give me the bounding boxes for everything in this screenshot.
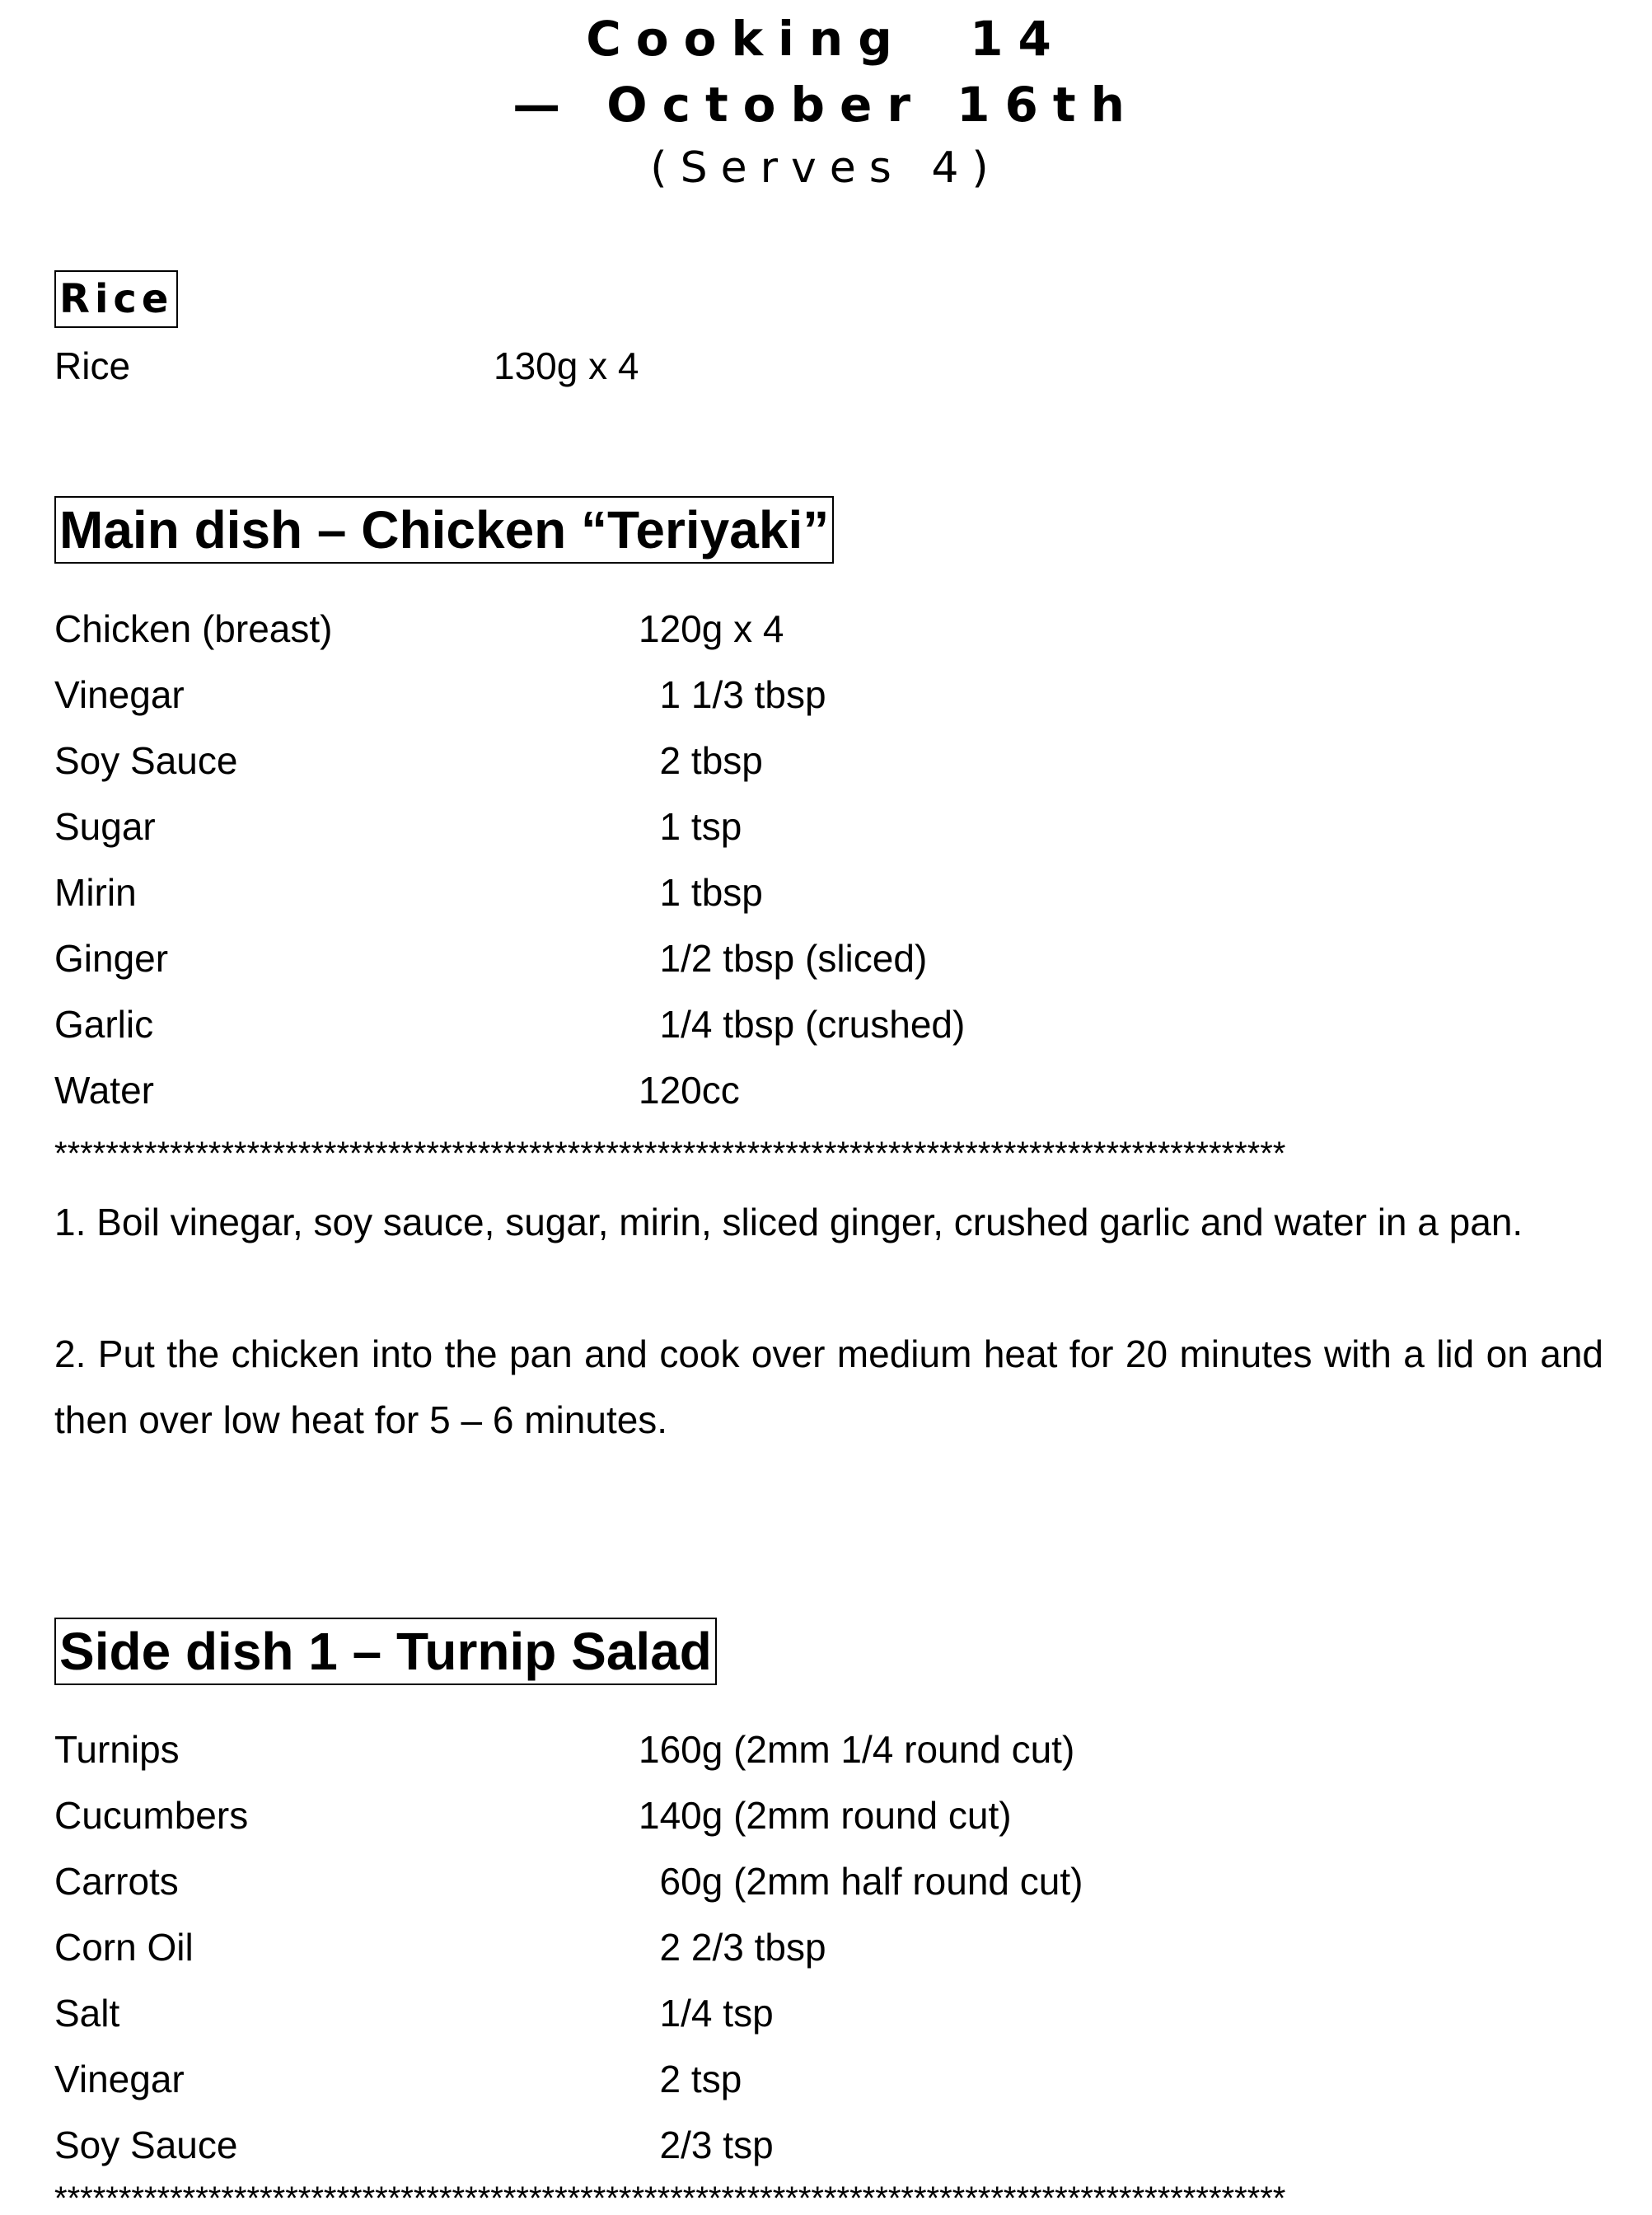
ingredient-name: Soy Sauce (54, 739, 238, 782)
instruction-step: 2. Put the chicken into the pan and cook over medium heat for 20 minutes with a lid on and then over low heat for 5 – 6 minutes. (54, 1332, 1603, 1441)
ingredient-name: Ginger (54, 937, 169, 980)
ingredient-row (54, 794, 1620, 859)
ingredient-name: Carrots (54, 1860, 179, 1903)
ingredient-amount: 1/2 tbsp (sliced) (639, 937, 928, 980)
ingredient-row (54, 991, 1620, 1057)
ingredient-row (54, 2046, 1620, 2112)
ingredient-name: Vinegar (54, 2058, 185, 2100)
servings-note: (Serves 4) (650, 143, 1002, 193)
ingredient-amount: 2/3 tsp (639, 2124, 774, 2166)
ingredient-row (54, 925, 1620, 991)
ingredient-name: Sugar (54, 805, 156, 848)
ingredient-name: Water (54, 1069, 154, 1112)
ingredient-amount: 60g (2mm half round cut) (639, 1860, 1083, 1903)
ingredient-name: Garlic (54, 1003, 154, 1046)
separator-line: ************************************************************************************************ (54, 1137, 1286, 1170)
rice-section-heading: Rice (54, 270, 178, 328)
ingredient-row (54, 1848, 1620, 1914)
ingredient-amount: 130g x 4 (494, 344, 639, 387)
side-dish-1-heading: Side dish 1 – Turnip Salad (54, 1618, 717, 1685)
main-dish-heading: Main dish – Chicken “Teriyaki” (54, 496, 834, 564)
ingredient-row (54, 1057, 1620, 1123)
ingredient-amount: 120g x 4 (639, 607, 784, 650)
ingredient-name: Chicken (breast) (54, 607, 333, 650)
ingredient-amount: 1/4 tbsp (crushed) (639, 1003, 966, 1046)
ingredient-row (54, 662, 1620, 728)
ingredient-amount: 1/4 tsp (639, 1992, 774, 2035)
ingredient-name: Rice (54, 344, 131, 387)
ingredient-amount: 140g (2mm round cut) (639, 1794, 1012, 1837)
ingredient-name: Salt (54, 1992, 120, 2035)
separator-line: ************************************************************************************************ (54, 2182, 1286, 2215)
ingredient-row (54, 728, 1620, 794)
ingredient-name: Vinegar (54, 673, 185, 716)
ingredient-row (54, 1716, 1620, 1782)
ingredient-name: Mirin (54, 871, 137, 914)
ingredient-amount: 120cc (639, 1069, 740, 1112)
ingredient-amount: 1 1/3 tbsp (639, 673, 826, 716)
ingredient-amount: 160g (2mm 1/4 round cut) (639, 1728, 1075, 1771)
ingredient-row (54, 333, 1620, 399)
ingredient-row (54, 1914, 1620, 1980)
page-subtitle-date: — October 16th (512, 77, 1140, 133)
ingredient-amount: 2 2/3 tbsp (639, 1926, 826, 1969)
ingredient-amount: 1 tbsp (639, 871, 763, 914)
ingredient-amount: 1 tsp (639, 805, 742, 848)
ingredient-row (54, 2112, 1620, 2178)
ingredient-name: Cucumbers (54, 1794, 249, 1837)
ingredient-amount: 2 tbsp (639, 739, 763, 782)
ingredient-row (54, 1980, 1620, 2046)
ingredient-row (54, 859, 1620, 925)
ingredient-name: Soy Sauce (54, 2124, 238, 2166)
ingredient-name: Turnips (54, 1728, 180, 1771)
instruction-step: 1. Boil vinegar, soy sauce, sugar, mirin, sliced ginger, crushed garlic and water in a pan. (54, 1201, 1523, 1243)
page-title: Cooking 14 (586, 11, 1066, 67)
ingredient-amount: 2 tsp (639, 2058, 742, 2100)
ingredient-row (54, 596, 1620, 662)
ingredient-name: Corn Oil (54, 1926, 194, 1969)
ingredient-row (54, 1782, 1620, 1848)
